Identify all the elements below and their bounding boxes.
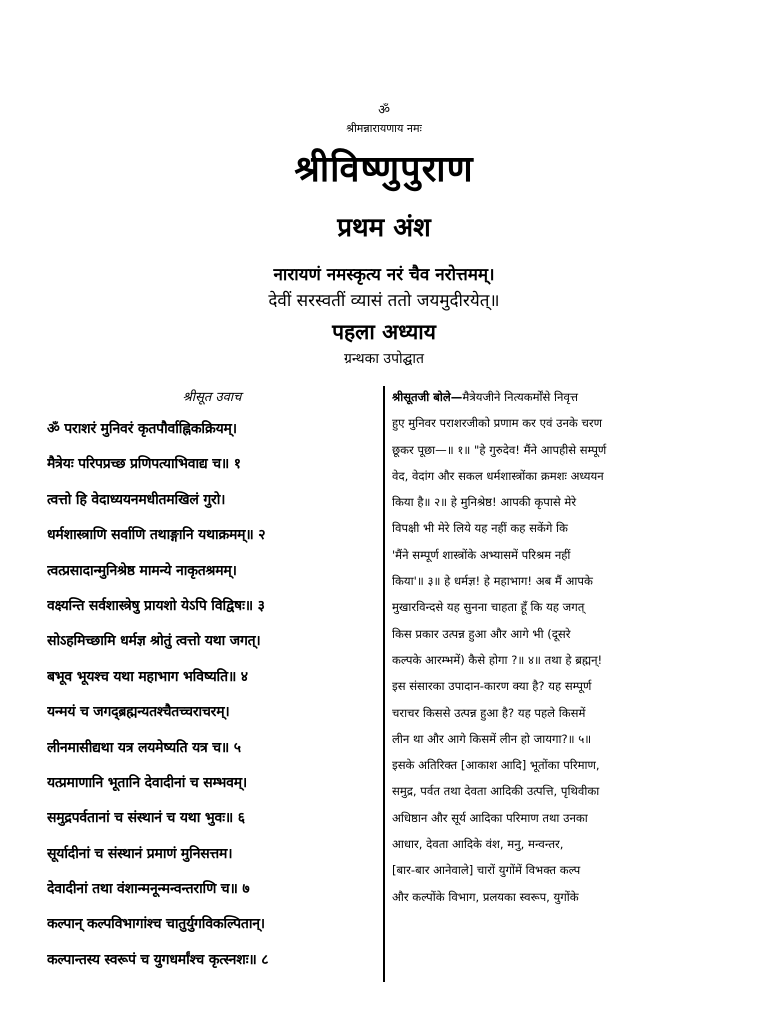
chapter-subtitle: ग्रन्थका उपोद्घात bbox=[344, 351, 424, 367]
sanskrit-line: कल्पान् कल्पविभागांश्च चातुर्युगविकल्पितान्। bbox=[47, 916, 265, 933]
sanskrit-line: ॐ पराशरं मुनिवरं कृतपौर्वाह्निकक्रियम्। bbox=[47, 421, 237, 437]
translation-line: किया है॥ २॥ हे मुनिश्रेष्ठ! आपकी कृपासे मेरे bbox=[392, 495, 577, 510]
translation-line: विपक्षी भी मेरे लिये यह नहीं कह सकेंगे कि bbox=[392, 521, 568, 536]
translation-line: समुद्र, पर्वत तथा देवता आदिकी उत्पत्ति, पृथिवीका bbox=[392, 784, 600, 799]
sanskrit-line: समुद्रपर्वतानां च संस्थानं च यथा भुवः॥ ६ bbox=[47, 810, 245, 827]
translation-line: किस प्रकार उत्पन्न हुआ और आगे भी (दूसरे bbox=[392, 626, 571, 641]
sanskrit-column bbox=[47, 384, 377, 978]
sanskrit-line: सूर्यादीनां च संस्थानं प्रमाणं मुनिसत्तम। bbox=[47, 845, 233, 862]
sanskrit-line: देवादीनां तथा वंशान्मनून्मन्वन्तराणि च॥ ७ bbox=[47, 881, 250, 898]
sanskrit-line: सोऽहमिच्छामि धर्मज्ञ श्रोतुं त्वत्तो यथा जगत्। bbox=[47, 633, 261, 650]
opening-verse-line-2: देवीं सरस्वतीं व्यासं ततो जयमुदीरयेत्॥ bbox=[268, 291, 500, 311]
translation-line: मैत्रेयजीने नित्यकर्मोंसे निवृत्त bbox=[462, 390, 578, 404]
book-title: श्रीविष्णुपुराण bbox=[294, 149, 474, 190]
sanskrit-speaker: श्रीसूत उवाच bbox=[182, 390, 242, 405]
sanskrit-line: यत्प्रमाणानि भूतानि देवादीनां च सम्भवम्। bbox=[47, 774, 247, 791]
translation-line: अधिष्ठान और सूर्य आदिका परिमाण तथा उनका bbox=[392, 810, 588, 825]
sanskrit-line: कल्पान्तस्य स्वरूपं च युगधर्मांश्च कृत्स्नशः॥ ८ bbox=[47, 951, 269, 968]
sanskrit-line: वक्ष्यन्ति सर्वशास्त्रेषु प्रायशो येऽपि विद्विषः॥ ३ bbox=[47, 597, 265, 614]
sanskrit-line: मैत्रेयः परिपप्रच्छ प्रणिपत्याभिवाद्य च॥ १ bbox=[47, 456, 241, 473]
translation-line: वेद, वेदांग और सकल धर्मशास्त्रोंका क्रमशः अध्ययन bbox=[392, 468, 604, 483]
sanskrit-line: त्वत्तो हि वेदाध्ययनमधीतमखिलं गुरो। bbox=[47, 491, 226, 508]
translation-line: आधार, देवता आदिके वंश, मनु, मन्वन्तर, bbox=[392, 837, 564, 852]
translation-line: छूकर पूछा—॥ १॥ "हे गुरुदेव! मैंने आपहीसे सम्पूर्ण bbox=[392, 442, 607, 457]
invocation-line: श्रीमन्नारायणाय नमः bbox=[346, 122, 422, 135]
sanskrit-line: त्वत्प्रसादान्मुनिश्रेष्ठ मामन्ये नाकृतश्रमम्। bbox=[47, 562, 237, 579]
translation-line: इसके अतिरिक्त [आकाश आदि] भूतोंका परिमाण, bbox=[392, 758, 600, 773]
translation-first-line bbox=[392, 384, 722, 410]
chapter-heading: पहला अध्याय bbox=[332, 320, 436, 344]
sanskrit-line: बभूव भूयश्च यथा महाभाग भविष्यति॥ ४ bbox=[47, 668, 248, 685]
translation-line: हुए मुनिवर पराशरजीको प्रणाम कर एवं उनके चरण bbox=[392, 416, 602, 431]
sanskrit-line: लीनमासीद्यथा यत्र लयमेष्यति यत्र च॥ ५ bbox=[47, 739, 241, 756]
translation-line: किया'॥ ३॥ हे धर्मज्ञ! हे महाभाग! अब मैं आपके bbox=[392, 574, 593, 589]
translation-line: [बार-बार आनेवाले] चारों युगोंमें विभक्त कल्प bbox=[392, 863, 581, 878]
translation-speaker: श्रीसूतजी बोले— bbox=[392, 390, 463, 404]
om-symbol: ॐ bbox=[378, 103, 390, 118]
opening-verse-line-1: नारायणं नमस्कृत्य नरं चैव नरोत्तमम्। bbox=[273, 265, 495, 285]
translation-line: चराचर किससे उत्पन्न हुआ है? यह पहले किसमें bbox=[392, 705, 586, 720]
translation-line: 'मैंने सम्पूर्ण शास्त्रोंके अभ्यासमें परिश्रम नहीं bbox=[392, 547, 571, 562]
sanskrit-line: धर्मशास्त्राणि सर्वाणि तथाङ्गानि यथाक्रमम्॥ २ bbox=[47, 527, 266, 544]
translation-line: कल्पके आरम्भमें) कैसे होगा ?॥ ४॥ तथा हे ब्रह्मन्! bbox=[392, 652, 603, 667]
translation-line: इस संसारका उपादान-कारण क्या है? यह सम्पूर्ण bbox=[392, 679, 592, 694]
part-heading: प्रथम अंश bbox=[337, 213, 431, 243]
translation-line: और कल्पोंके विभाग, प्रलयका स्वरूप, युगोंके bbox=[392, 889, 579, 904]
translation-column bbox=[392, 384, 722, 910]
column-divider bbox=[383, 386, 385, 982]
translation-line: लीन था और आगे किसमें लीन हो जायगा?॥ ५॥ bbox=[392, 731, 592, 746]
translation-line: मुखारविन्दसे यह सुनना चाहता हूँ कि यह जगत् bbox=[392, 600, 585, 615]
sanskrit-line: यन्मयं च जगद्ब्रह्मन्यतश्चैतच्चराचरम्। bbox=[47, 704, 230, 721]
